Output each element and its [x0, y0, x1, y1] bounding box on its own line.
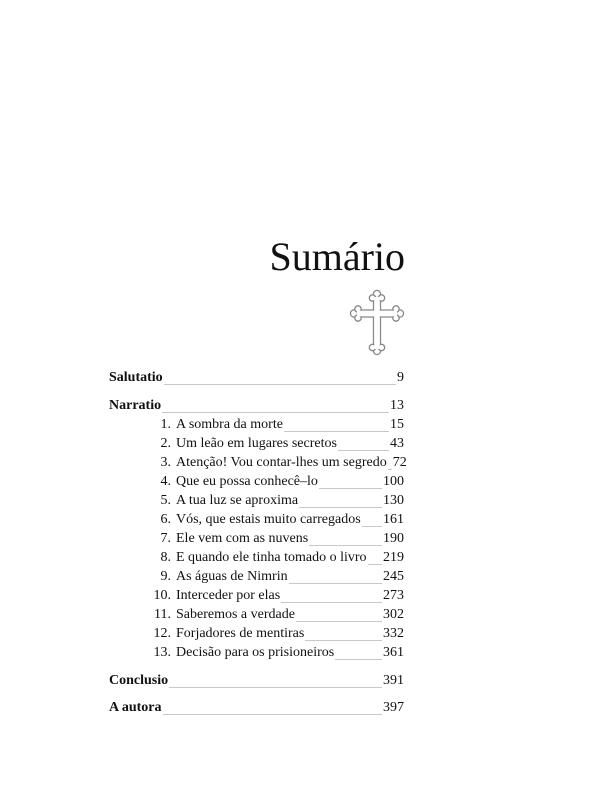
chapter-number: 2.	[160, 436, 171, 451]
dot-leader	[309, 545, 382, 546]
toc-entry-label: Atenção! Vou contar-lhes um segredo	[176, 455, 387, 470]
toc-chapter[interactable]	[130, 550, 404, 570]
toc-chapter[interactable]	[130, 455, 407, 475]
toc-entry-page: 361	[383, 645, 404, 660]
dot-leader	[164, 384, 396, 385]
toc-chapter[interactable]	[130, 417, 404, 437]
toc-entry-page: 332	[383, 626, 404, 641]
cross-icon	[349, 288, 405, 356]
toc-entry-label: As águas de Nimrin	[176, 569, 288, 584]
toc-entry-page: 273	[383, 588, 404, 603]
chapter-number: 4.	[160, 474, 171, 489]
dot-leader	[281, 602, 382, 603]
toc-entry-label: A sombra da morte	[176, 417, 283, 432]
toc-chapter[interactable]	[130, 626, 404, 646]
toc-entry-page: 302	[383, 607, 404, 622]
toc-entry-narratio[interactable]	[109, 398, 404, 418]
chapter-number: 6.	[160, 512, 171, 527]
toc-entry-label: Conclusio	[109, 673, 169, 688]
toc-entry-label: Ele vem com as nuvens	[176, 531, 309, 546]
dot-leader	[162, 412, 389, 413]
toc-entry-label: Que eu possa conhecê–lo	[176, 474, 318, 489]
toc-chapter[interactable]	[130, 474, 404, 494]
toc-entry-page: 130	[383, 493, 404, 508]
toc-chapter[interactable]	[130, 436, 404, 456]
toc-chapter[interactable]	[130, 569, 404, 589]
toc-chapter[interactable]	[130, 645, 404, 665]
dot-leader	[169, 687, 382, 688]
toc-entry-label: Interceder por elas	[176, 588, 281, 603]
dot-leader	[319, 488, 382, 489]
chapter-number: 8.	[160, 550, 171, 565]
dot-leader	[362, 526, 382, 527]
chapter-number: 12.	[153, 626, 171, 641]
chapter-number: 1.	[160, 417, 171, 432]
toc-entry-page: 245	[383, 569, 404, 584]
toc-entry-label: A tua luz se aproxima	[176, 493, 299, 508]
toc-entry-page: 15	[390, 417, 404, 432]
toc-entry-conclusio[interactable]	[109, 673, 404, 693]
toc-entry-label: Um leão em lugares secretos	[176, 436, 337, 451]
toc-entry-page: 190	[383, 531, 404, 546]
toc-entry-label: Narratio	[109, 398, 162, 413]
toc-chapter[interactable]	[130, 607, 404, 627]
chapter-number: 13.	[153, 645, 171, 660]
dot-leader	[284, 431, 389, 432]
chapter-number: 10.	[153, 588, 171, 603]
dot-leader	[388, 469, 392, 470]
toc-chapter[interactable]	[130, 588, 404, 608]
dot-leader	[289, 583, 382, 584]
chapter-number: 5.	[160, 493, 171, 508]
dot-leader	[368, 564, 382, 565]
toc-entry-page: 391	[383, 673, 404, 688]
toc-chapter[interactable]	[130, 531, 404, 551]
toc-entry-a-autora[interactable]	[109, 700, 404, 720]
toc-entry-label: E quando ele tinha tomado o livro	[176, 550, 367, 565]
dot-leader	[335, 659, 382, 660]
toc-entry-label: Vós, que estais muito carregados	[176, 512, 361, 527]
toc-entry-page: 43	[390, 436, 404, 451]
chapter-number: 9.	[160, 569, 171, 584]
dot-leader	[338, 450, 389, 451]
toc-entry-label: Forjadores de mentiras	[176, 626, 305, 641]
toc-entry-salutatio[interactable]	[109, 370, 404, 390]
toc-entry-page: 161	[383, 512, 404, 527]
toc-entry-page: 72	[392, 455, 407, 470]
dot-leader	[299, 507, 382, 508]
toc-entry-page: 219	[383, 550, 404, 565]
chapter-number: 3.	[160, 455, 171, 470]
chapter-number: 11.	[154, 607, 171, 622]
toc-chapter[interactable]	[130, 512, 404, 532]
chapter-number: 7.	[160, 531, 171, 546]
toc-entry-page: 397	[383, 700, 404, 715]
page-title: Sumário	[269, 234, 405, 279]
toc-entry-page: 9	[397, 370, 404, 385]
toc-chapter[interactable]	[130, 493, 404, 513]
toc-entry-label: Salutatio	[109, 370, 163, 385]
toc-entry-label: A autora	[109, 700, 162, 715]
dot-leader	[163, 714, 383, 715]
toc-entry-label: Decisão para os prisioneiros	[176, 645, 335, 660]
dot-leader	[305, 640, 382, 641]
toc-entry-page: 13	[390, 398, 404, 413]
dot-leader	[296, 621, 382, 622]
toc-entry-label: Saberemos a verdade	[176, 607, 295, 622]
toc-entry-page: 100	[383, 474, 404, 489]
